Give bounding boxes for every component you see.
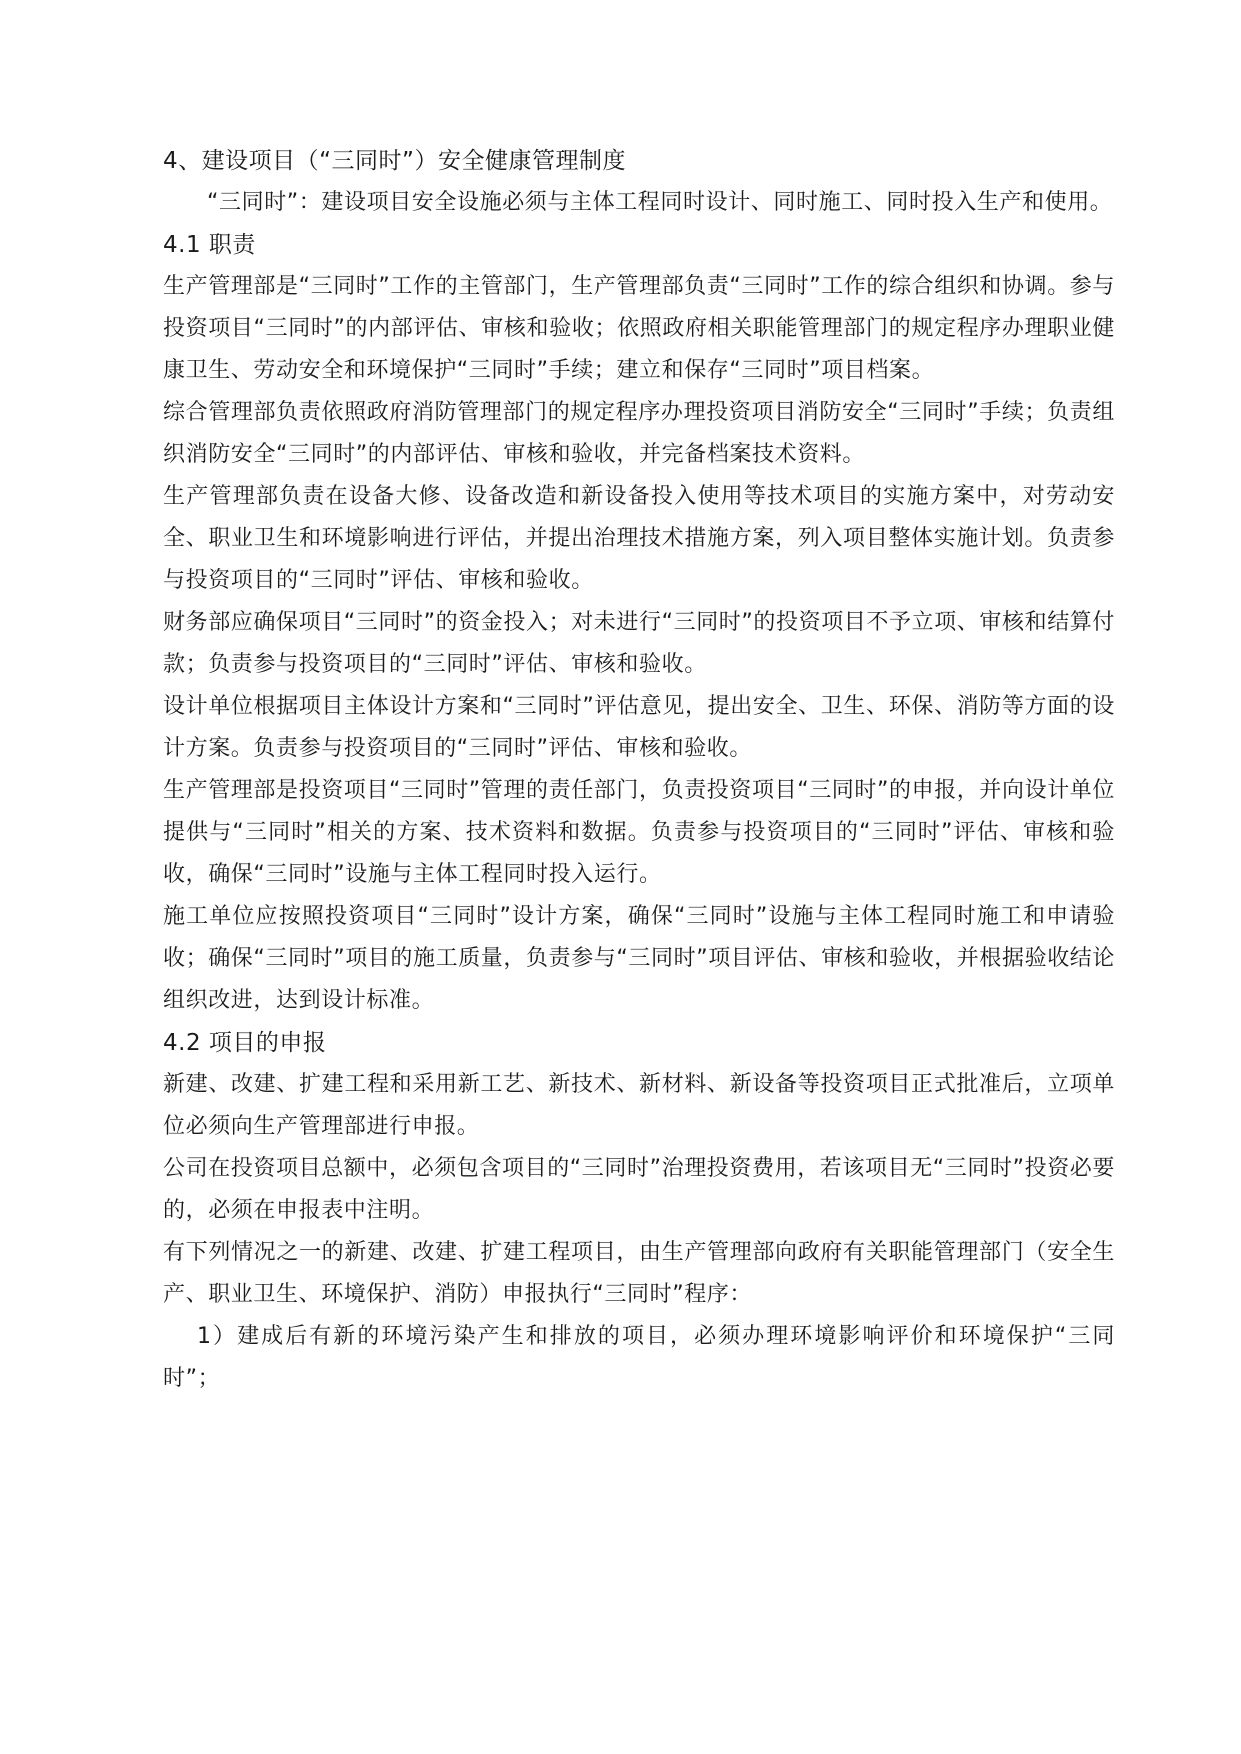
- list-item: 1）建成后有新的环境污染产生和排放的项目，必须办理环境影响评价和环境保护“三同时”；: [163, 1324, 1115, 1391]
- paragraph: 生产管理部负责在设备大修、设备改造和新设备投入使用等技术项目的实施方案中，对劳动安全、职业卫生和环境影响进行评估，并提出治理技术措施方案，列入项目整体实施计划。负责参与投资项目的“三同时”评估、审核和验收。: [163, 484, 1115, 593]
- paragraph: 公司在投资项目总额中，必须包含项目的“三同时”治理投资费用，若该项目无“三同时”投资必要的，必须在申报表中注明。: [163, 1156, 1115, 1223]
- paragraph: 综合管理部负责依照政府消防管理部门的规定程序办理投资项目消防安全“三同时”手续；负责组织消防安全“三同时”的内部评估、审核和验收，并完备档案技术资料。: [163, 400, 1115, 467]
- paragraph: 财务部应确保项目“三同时”的资金投入；对未进行“三同时”的投资项目不予立项、审核和结算付款；负责参与投资项目的“三同时”评估、审核和验收。: [163, 610, 1115, 677]
- paragraph: 新建、改建、扩建工程和采用新工艺、新技术、新材料、新设备等投资项目正式批准后，立项单位必须向生产管理部进行申报。: [163, 1072, 1115, 1139]
- paragraph: 设计单位根据项目主体设计方案和“三同时”评估意见，提出安全、卫生、环保、消防等方面的设计方案。负责参与投资项目的“三同时”评估、审核和验收。: [163, 694, 1115, 761]
- definition-paragraph: “三同时”：建设项目安全设施必须与主体工程同时设计、同时施工、同时投入生产和使用。: [207, 190, 1113, 215]
- section-title: 4、建设项目（“三同时”）安全健康管理制度: [163, 148, 626, 174]
- paragraph: 有下列情况之一的新建、改建、扩建工程项目，由生产管理部向政府有关职能管理部门（安全生产、职业卫生、环境保护、消防）申报执行“三同时”程序：: [163, 1240, 1115, 1307]
- subsection-title-4-2: 4.2 项目的申报: [163, 1030, 327, 1056]
- document-page: [163, 140, 1115, 1400]
- paragraph: 生产管理部是“三同时”工作的主管部门，生产管理部负责“三同时”工作的综合组织和协调。参与投资项目“三同时”的内部评估、审核和验收；依照政府相关职能管理部门的规定程序办理职业健康卫生、劳动安全和环境保护“三同时”手续；建立和保存“三同时”项目档案。: [163, 274, 1115, 383]
- subsection-title-4-1: 4.1 职责: [163, 232, 256, 258]
- paragraph: 生产管理部是投资项目“三同时”管理的责任部门，负责投资项目“三同时”的申报，并向设计单位提供与“三同时”相关的方案、技术资料和数据。负责参与投资项目的“三同时”评估、审核和验收，确保“三同时”设施与主体工程同时投入运行。: [163, 778, 1115, 887]
- paragraph: 施工单位应按照投资项目“三同时”设计方案，确保“三同时”设施与主体工程同时施工和申请验收；确保“三同时”项目的施工质量，负责参与“三同时”项目评估、审核和验收，并根据验收结论组织改进，达到设计标准。: [163, 904, 1115, 1013]
